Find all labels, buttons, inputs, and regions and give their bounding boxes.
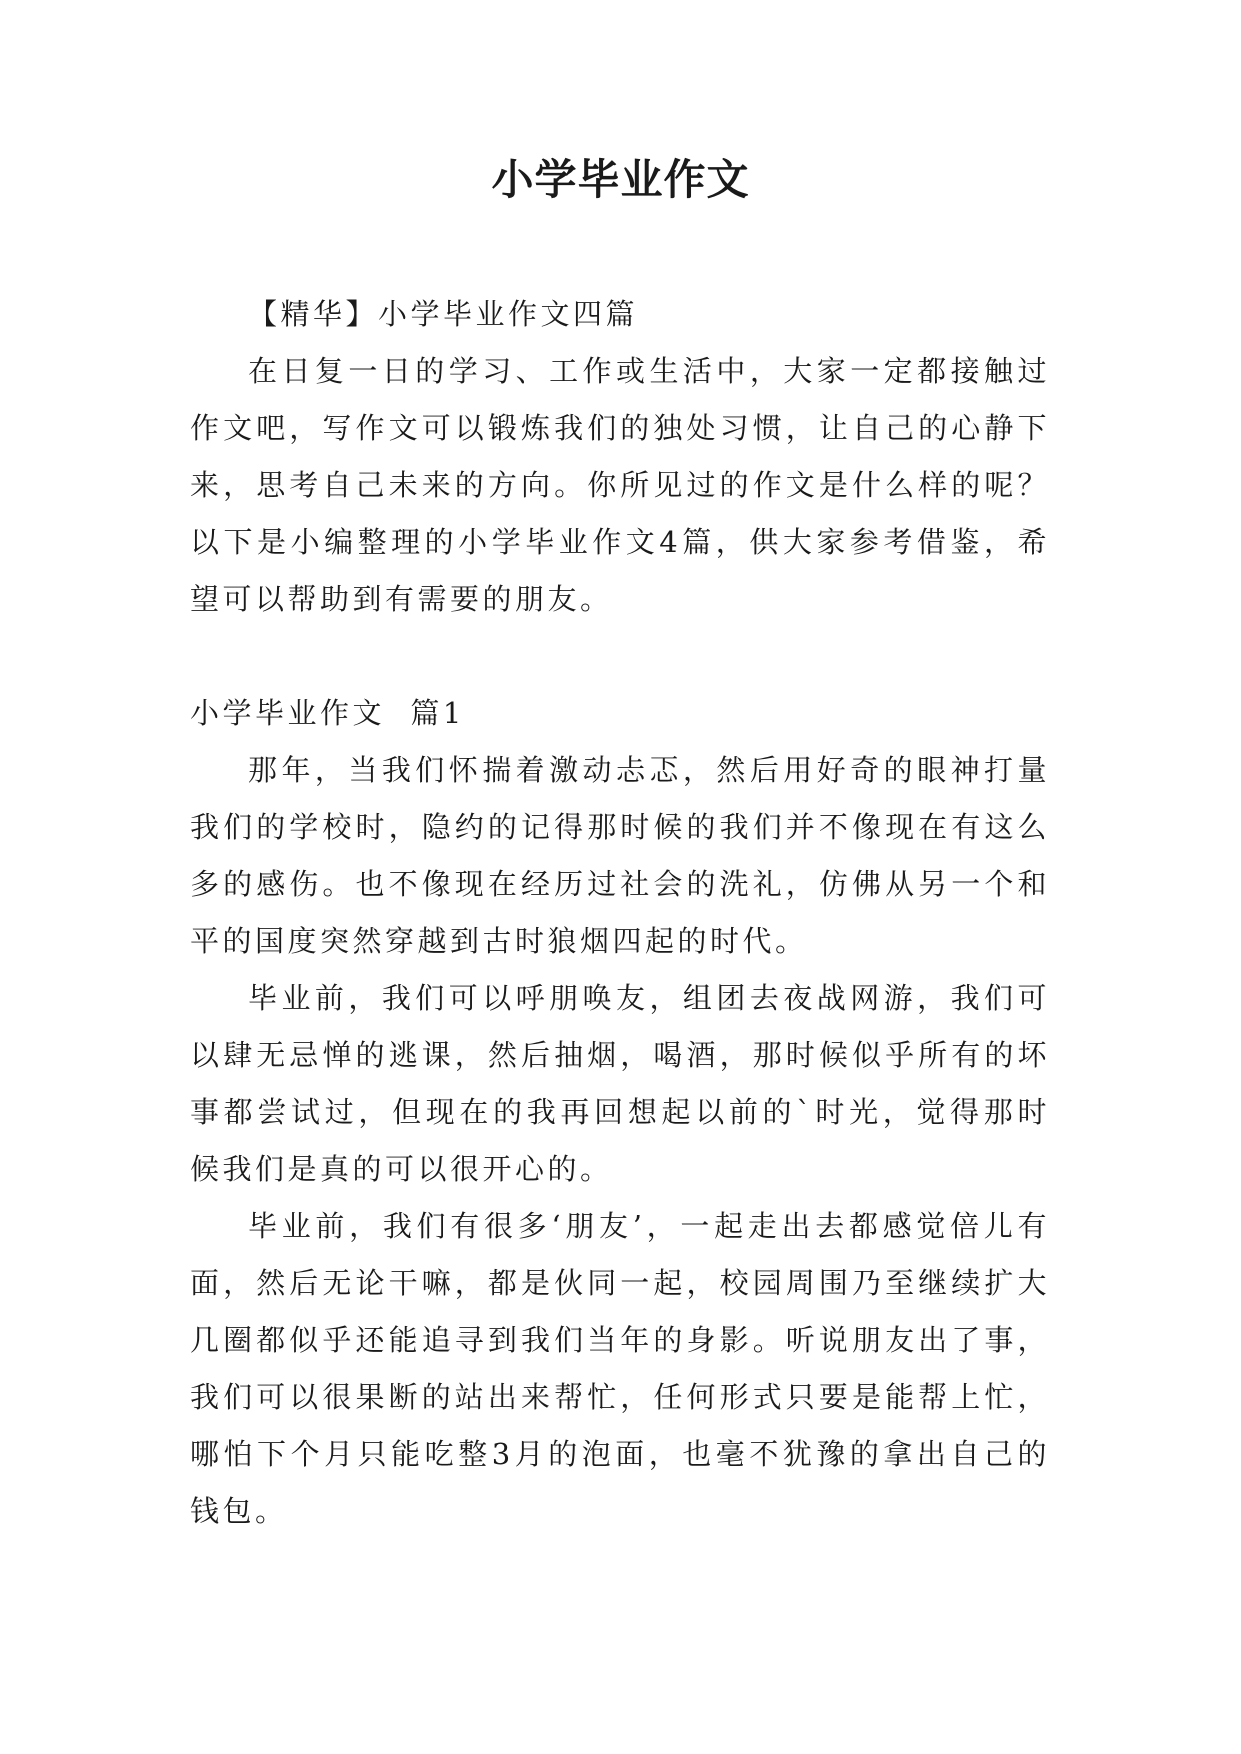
section-heading: 小学毕业作文 篇1	[190, 696, 465, 730]
body-paragraph: 毕业前，我们可以呼朋唤友，组团去夜战网游，我们可以肆无忌惮的逃课，然后抽烟，喝酒，那时候似乎所有的坏事都尝试过，但现在的我再回想起以前的`时光，觉得那时候我们是真的可以很开心的。	[190, 981, 1050, 1186]
document-title: 小学毕业作文	[491, 155, 750, 204]
lead-line: 【精华】小学毕业作文四篇	[248, 297, 639, 331]
body-paragraph: 毕业前，我们有很多‘朋友’，一起走出去都感觉倍儿有面，然后无论干嘛，都是伙同一起，校园周围乃至继续扩大几圈都似乎还能追寻到我们当年的身影。听说朋友出了事，我们可以很果断的站出来帮忙，任何形式只要是能帮上忙，哪怕下个月只能吃整3月的泡面，也毫不犹豫的拿出自己的钱包。	[190, 1209, 1050, 1528]
body-paragraph: 那年，当我们怀揣着激动忐忑，然后用好奇的眼神打量我们的学校时，隐约的记得那时候的我们并不像现在有这么多的感伤。也不像现在经历过社会的洗礼，仿佛从另一个和平的国度突然穿越到古时狼烟四起的时代。	[190, 753, 1050, 958]
intro-paragraph: 在日复一日的学习、工作或生活中，大家一定都接触过作文吧，写作文可以锻炼我们的独处习惯，让自己的心静下来，思考自己未来的方向。你所见过的作文是什么样的呢？以下是小编整理的小学毕业作文4篇，供大家参考借鉴，希望可以帮助到有需要的朋友。	[190, 354, 1050, 616]
document-body	[190, 286, 1050, 1540]
